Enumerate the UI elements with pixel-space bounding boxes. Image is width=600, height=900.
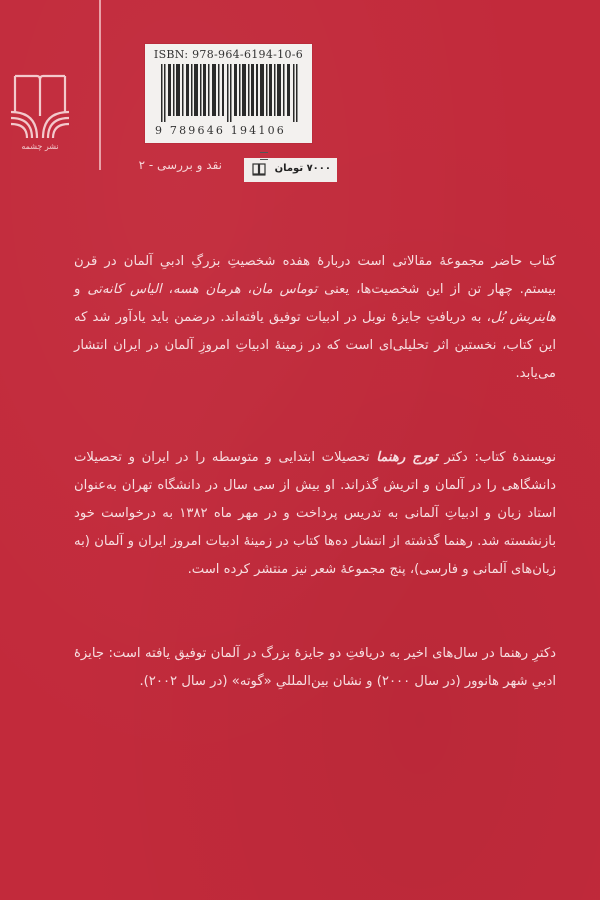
price-text: ۷۰۰۰ تومان [274, 163, 331, 174]
text-span: کتاب حاضر مجموعهٔ مقالاتی است دربارهٔ هفده شخصیتِ بزرگِ ادبیِ آلمان در قرن بیستم. چهار تن از این شخصیت‌ها، یعنی [74, 254, 557, 297]
open-book-logo-icon [7, 72, 73, 140]
sticker-tick-mark [260, 152, 268, 160]
publisher-logo [7, 72, 73, 152]
text-span: نویسندهٔ کتاب: دکتر [437, 450, 556, 465]
text-span: و [74, 282, 88, 297]
author-name-hermann-hesse: هرمان هسه [172, 282, 241, 297]
text-span: ، [240, 282, 252, 297]
series-label: نقد و بررسی - ۲ [138, 158, 222, 172]
book-author-name: تورج رهنما [376, 450, 438, 465]
publisher-name: نشر چشمه [21, 142, 59, 151]
text-span: تحصیلات ابتدایی و متوسطه را در ایران و تحصیلات دانشگاهی را در آلمان و اتریش گذراند. او بیش از سی سال در دانشگاه تهران به‌عنوان استاد زبان و ادبیاتِ آلمانی به تدریس پرداخت و در مهر ماه ۱۳۸۲ به درخواست خود بازنشسته شد. رهنما گذشته از انتشار ده‌ها کتاب در زمینهٔ ادبیات امروز ایران و آلمان (به زبان‌های آلمانی و فارسی)، پنج مجموعهٔ شعر نیز منتشر کرده است. [74, 450, 557, 577]
barcode-digits: 9 789646 194106 [155, 124, 286, 137]
awards-text: دکترِ رهنما در سال‌های اخیر به دریافتِ دو جایزهٔ بزرگ در آلمان توفیق یافته است: جایزهٔ ادبیِ شهر هانوور (در سال ۲۰۰۰) و نشان بین‌المللیِ «گوته» (در سال ۲۰۰۲). [74, 646, 556, 689]
isbn-text: ISBN: 978-964-6194-10-6 [153, 48, 304, 61]
description-paragraph-3 [74, 640, 556, 696]
text-span: ، [161, 282, 173, 297]
text-span: ، به دریافتِ جایزهٔ نوبل در ادبیات توفیق یافته‌اند. درضمن باید یادآور شد که این کتاب، نخستین اثر تحلیلی‌ای است که در زمینهٔ ادبیاتِ امروزِ آلمان در ایران انتشار می‌یابد. [74, 310, 556, 381]
barcode-label [145, 44, 312, 143]
author-name-heinrich-boll: هاینریش بُل [490, 310, 556, 325]
description-paragraph-2 [74, 444, 556, 584]
description-paragraph-1 [74, 248, 556, 388]
price-sticker [244, 158, 337, 182]
barcode-bars [161, 64, 298, 122]
author-name-elias-canetti: الیاس کانه‌تی [87, 282, 162, 297]
author-name-thomas-mann: توماس مان [251, 282, 318, 297]
book-icon [252, 163, 266, 176]
spine-divider-line [99, 0, 101, 170]
